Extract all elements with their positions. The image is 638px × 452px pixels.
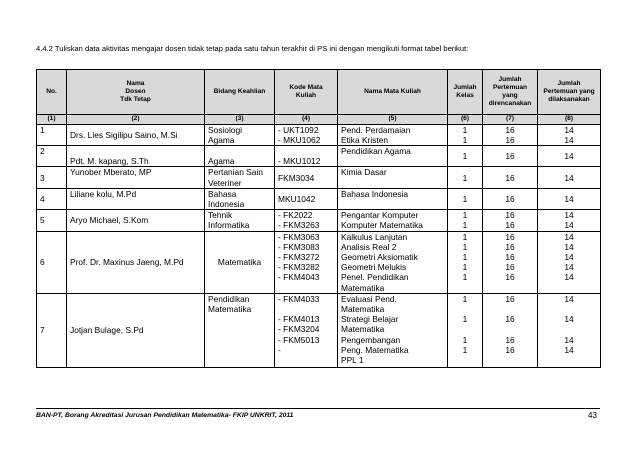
cell-line (486, 304, 534, 314)
cell-line: yang (502, 92, 518, 99)
footer-text: BAN-PT, Borang Akreditasi Jurusan Pendidikan Matematika- FKIP UNKRIT, 2011 (36, 412, 294, 419)
cell-jumlah-kelas (448, 167, 483, 188)
footer-divider (36, 408, 600, 409)
cell-dosen-name: Pdt. M. kapang, S.Th (67, 146, 205, 167)
cell-line: 1 (462, 151, 468, 162)
cell-line: 16 (505, 252, 515, 263)
cell-line: - FKM5013 (278, 334, 320, 345)
cell-line: direncanakan (488, 100, 532, 108)
cell-line: Kuliah (295, 92, 317, 99)
col-number: (7) (483, 115, 538, 125)
cell-line: 14 (564, 125, 574, 135)
cell-kode (275, 210, 338, 231)
column-number-row (37, 115, 601, 125)
cell-line: 16 (505, 135, 515, 146)
cell-line: Analisis Real 2 (341, 241, 397, 252)
cell-line: 14 (564, 252, 574, 263)
cell-pertemuan-rencana (483, 188, 538, 209)
table-row (37, 210, 601, 231)
cell-pertemuan-laksana (538, 210, 601, 231)
cell-line: Veteriner (208, 177, 242, 188)
cell-dosen-name: Drs. Lies Sigilipu Saino, M.Si (67, 125, 205, 146)
cell-pertemuan-laksana (538, 146, 601, 167)
cell-line: 1 (462, 262, 468, 273)
cell-line: Pertemuan yang (543, 87, 595, 95)
cell-line: 1 (462, 334, 468, 345)
cell-kode (275, 146, 338, 167)
cell-line: Pendidikan Agama (341, 146, 411, 157)
cell-line: 16 (505, 210, 515, 221)
cell-line: - FK2022 (278, 210, 313, 221)
cell-line: Jumlah (498, 75, 522, 83)
cell-jumlah-kelas (448, 210, 483, 231)
cell-line: Kimia Dasar (341, 167, 387, 178)
cell-pertemuan-laksana (538, 293, 601, 367)
header-jumlah-kelas (448, 70, 483, 115)
cell-line: Jumlah (453, 83, 477, 91)
cell-bidang (205, 231, 275, 293)
cell-line: 16 (505, 334, 515, 345)
cell-jumlah-kelas (448, 231, 483, 293)
cell-line: Komputer Matematika (341, 220, 423, 231)
cell-line: - MKU1062 (278, 135, 321, 146)
cell-line: 1 (462, 314, 468, 325)
cell-line: 14 (564, 293, 574, 304)
cell-line: - FKM4033 (278, 293, 320, 304)
cell-mata-kuliah (338, 293, 448, 367)
cell-kode (275, 125, 338, 146)
cell-line: 1 (462, 344, 468, 355)
cell-line: 14 (564, 193, 574, 204)
cell-line: 1 (462, 220, 468, 231)
cell-line (486, 324, 534, 334)
cell-pertemuan-rencana (483, 231, 538, 293)
cell-line: - FKM3263 (278, 220, 320, 231)
table-row (37, 146, 601, 167)
cell-pertemuan-laksana (538, 188, 601, 209)
cell-line: - MKU1012 (278, 156, 321, 167)
cell-mata-kuliah (338, 231, 448, 293)
col-number: (2) (67, 115, 205, 125)
cell-bidang (205, 293, 275, 367)
cell-bidang (205, 146, 275, 167)
cell-no: 6 (37, 231, 67, 293)
teaching-activity-table (36, 69, 601, 368)
cell-line: 16 (505, 231, 515, 242)
cell-line: Nama (126, 79, 145, 87)
cell-line: 1 (462, 241, 468, 252)
cell-line: Pendidikan (208, 293, 250, 304)
header-nama (67, 70, 205, 115)
header-nama-mk: Nama Mata Kuliah (338, 70, 448, 115)
header-pertemuan-laksana (538, 70, 601, 115)
cell-line: 1 (462, 231, 468, 242)
cell-line: Bahasa (208, 188, 237, 199)
cell-jumlah-kelas (448, 188, 483, 209)
cell-pertemuan-rencana (483, 167, 538, 188)
cell-line: Pertemuan (492, 83, 528, 91)
cell-line (541, 304, 597, 314)
cell-line: 14 (564, 210, 574, 221)
cell-line: Kalkulus Lanjutan (341, 231, 408, 242)
cell-line: 1 (462, 272, 468, 283)
cell-line (278, 304, 334, 314)
cell-line: 16 (505, 262, 515, 273)
cell-line: - FKM4043 (278, 272, 320, 283)
cell-dosen-name: Prof. Dr. Maxinus Jaeng, M.Pd (67, 231, 205, 293)
cell-line: - FKM3272 (278, 252, 320, 263)
cell-line (451, 304, 479, 314)
cell-mata-kuliah (338, 210, 448, 231)
cell-line: Informatika (208, 220, 250, 231)
cell-line: 16 (505, 220, 515, 231)
cell-line: Pertanian Sain (208, 167, 263, 178)
cell-no: 1 (37, 125, 67, 146)
table-row (37, 231, 601, 293)
cell-line: Matematika (341, 304, 385, 315)
cell-line: Penel. Pendidikan (341, 272, 409, 283)
cell-line: Matematika (217, 257, 262, 268)
cell-jumlah-kelas (448, 146, 483, 167)
col-number: (3) (205, 115, 275, 125)
table-row (37, 293, 601, 367)
cell-line: 16 (505, 344, 515, 355)
cell-mata-kuliah (338, 167, 448, 188)
cell-line: Geometri Aksiomatik (341, 252, 418, 263)
cell-line: 14 (564, 135, 574, 146)
table-row (37, 188, 601, 209)
cell-line: 14 (564, 220, 574, 231)
cell-line: 16 (505, 293, 515, 304)
cell-mata-kuliah (338, 188, 448, 209)
cell-line: 14 (564, 334, 574, 345)
cell-bidang (205, 188, 275, 209)
cell-line: Agama (208, 156, 235, 167)
cell-line: 1 (462, 135, 468, 146)
cell-line: Tdk Tetap (120, 96, 151, 104)
cell-line: 1 (462, 193, 468, 204)
cell-line: 16 (505, 272, 515, 283)
cell-no: 5 (37, 210, 67, 231)
cell-line: - UKT1092 (278, 125, 319, 135)
cell-line: Agama (208, 135, 235, 146)
cell-line: FKM3034 (278, 172, 315, 183)
cell-line: Indonesia (208, 199, 245, 210)
cell-no: 7 (37, 293, 67, 367)
cell-dosen-name: Yunober Mberato, MP (67, 167, 205, 188)
cell-pertemuan-laksana (538, 167, 601, 188)
cell-line: 16 (505, 193, 515, 204)
cell-line: Tehnik (208, 210, 233, 221)
cell-line: Pend. Perdamaian (341, 125, 411, 135)
cell-pertemuan-rencana (483, 125, 538, 146)
cell-line: 14 (564, 151, 574, 162)
cell-line: - (278, 344, 281, 355)
cell-line: - FKM3282 (278, 262, 320, 273)
cell-kode (275, 188, 338, 209)
cell-line: Strategi Belajar (341, 314, 399, 325)
cell-line: 14 (564, 344, 574, 355)
cell-pertemuan-rencana (483, 210, 538, 231)
cell-line: Matematika (341, 282, 385, 293)
cell-line: Peng. Matematika (341, 344, 409, 355)
header-bidang: Bidang Keahlian (205, 70, 275, 115)
cell-line: 14 (564, 262, 574, 273)
cell-no: 2 (37, 146, 67, 167)
cell-line: 16 (505, 241, 515, 252)
header-pertemuan-rencana (483, 70, 538, 115)
cell-line: dilaksanakan (548, 96, 590, 104)
col-number: (1) (37, 115, 67, 125)
cell-bidang (205, 125, 275, 146)
cell-dosen-name: Aryo Michael, S.Kom (67, 210, 205, 231)
cell-line: Kelas (456, 92, 474, 99)
cell-jumlah-kelas (448, 293, 483, 367)
cell-kode (275, 231, 338, 293)
cell-line: 1 (462, 293, 468, 304)
cell-bidang (205, 167, 275, 188)
header-no: No. (37, 70, 67, 115)
cell-line: Pengembangan (341, 334, 401, 345)
cell-pertemuan-laksana (538, 125, 601, 146)
cell-mata-kuliah (338, 125, 448, 146)
header-row (37, 70, 601, 115)
cell-line: 14 (564, 172, 574, 183)
header-kode (275, 70, 338, 115)
cell-dosen-name: Liliane kolu, M.Pd (67, 188, 205, 209)
cell-line: 14 (564, 241, 574, 252)
cell-line: Matematika (341, 324, 385, 335)
cell-line: 14 (564, 231, 574, 242)
cell-line: 1 (462, 210, 468, 221)
cell-dosen-name: Jotjan Bulage, S.Pd (67, 293, 205, 367)
cell-line: 16 (505, 314, 515, 325)
cell-line: Dosen (125, 87, 146, 95)
cell-line: 16 (505, 172, 515, 183)
cell-line: Geometri Melukis (341, 262, 407, 273)
cell-pertemuan-rencana (483, 146, 538, 167)
cell-line (451, 324, 479, 334)
cell-line: - FKM3083 (278, 241, 320, 252)
col-number: (8) (538, 115, 601, 125)
table-row (37, 167, 601, 188)
cell-jumlah-kelas (448, 125, 483, 146)
cell-line: 1 (462, 125, 468, 135)
cell-line: - FKM3204 (278, 324, 320, 335)
cell-line: MKU1042 (278, 193, 316, 204)
cell-kode (275, 167, 338, 188)
cell-line (541, 324, 597, 334)
cell-bidang (205, 210, 275, 231)
cell-no: 4 (37, 188, 67, 209)
cell-line: Bahasa Indonesia (341, 188, 409, 199)
cell-mata-kuliah (338, 146, 448, 167)
cell-line: 16 (505, 125, 515, 135)
cell-pertemuan-rencana (483, 293, 538, 367)
page-number: 43 (588, 411, 597, 420)
cell-line: Pengantar Komputer (341, 210, 419, 221)
col-number: (4) (275, 115, 338, 125)
cell-line: - FKM3063 (278, 231, 320, 242)
cell-line: 14 (564, 314, 574, 325)
cell-line: Matematika (208, 304, 252, 315)
cell-line: PPL 1 (341, 355, 364, 366)
cell-line: 1 (462, 172, 468, 183)
cell-no: 3 (37, 167, 67, 188)
cell-line: 14 (564, 272, 574, 283)
cell-line: 1 (462, 252, 468, 263)
cell-line: Jumlah (557, 79, 581, 87)
col-number: (6) (448, 115, 483, 125)
cell-line: Kode Mata (289, 83, 323, 91)
cell-line: - FKM4013 (278, 314, 320, 325)
cell-kode (275, 293, 338, 367)
cell-line: Sosiologi (208, 125, 242, 135)
cell-line: 16 (505, 151, 515, 162)
col-number: (5) (338, 115, 448, 125)
intro-instruction: 4.4.2 Tuliskan data aktivitas mengajar dosen tidak tetap pada satu tahun terakhir di PS ini dengan mengikuti format tabel berikut: (36, 44, 469, 53)
cell-pertemuan-laksana (538, 231, 601, 293)
cell-line: Etika Kristen (341, 135, 389, 146)
table-row (37, 125, 601, 146)
cell-line: Evaluasi Pend. (341, 293, 397, 304)
